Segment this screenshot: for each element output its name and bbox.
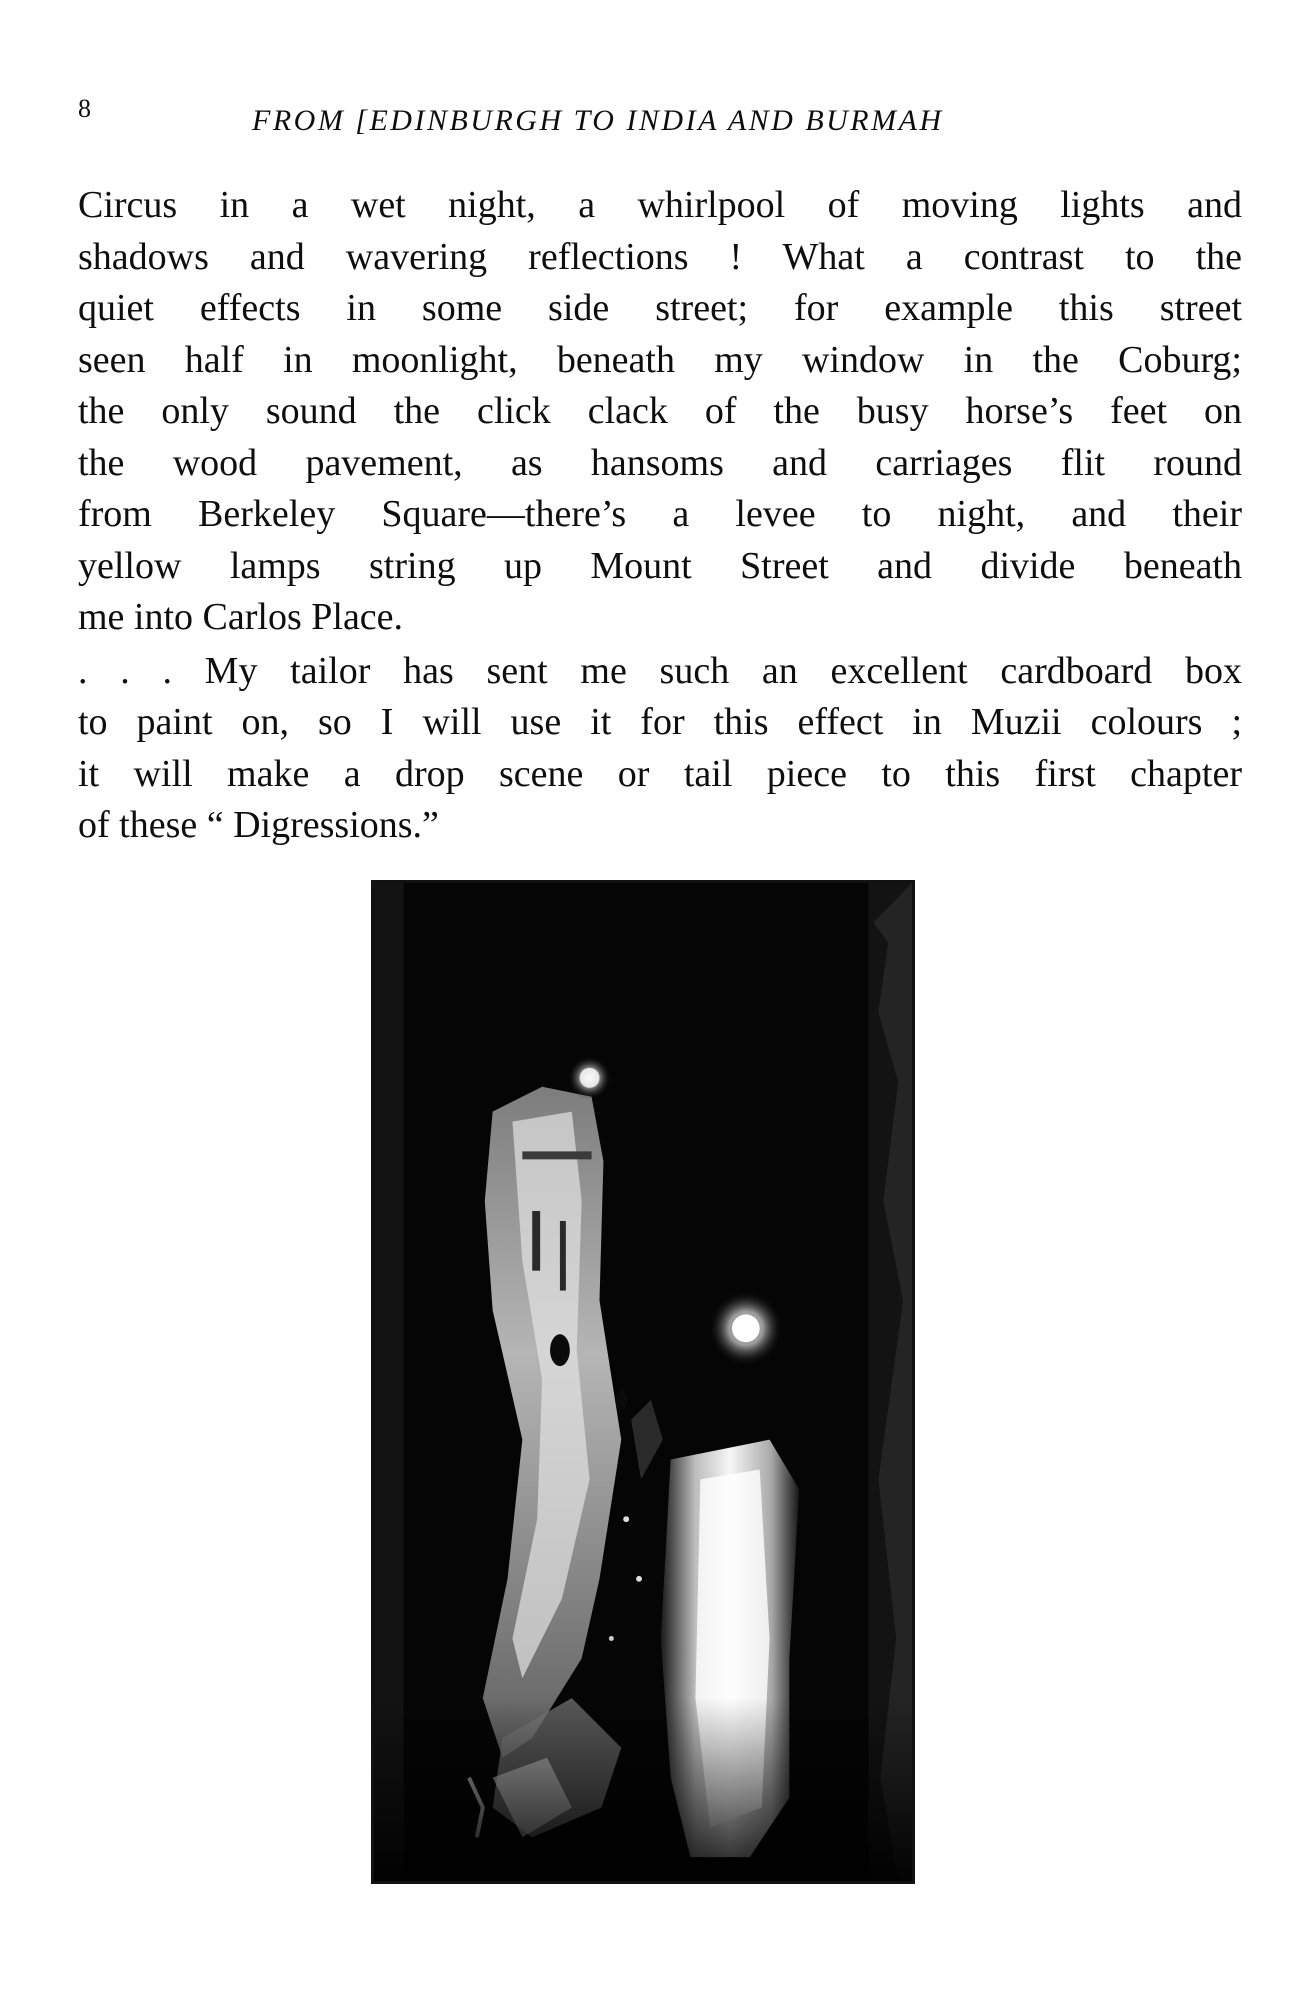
- text-line: quiet effects in some side street; for example this street: [78, 287, 1242, 329]
- illustration-plate: [371, 880, 915, 1884]
- text-line: me into Carlos Place.: [78, 596, 404, 638]
- text-line: Circus in a wet night, a whirlpool of moving lights and: [78, 184, 1242, 226]
- text-line: of these “ Digressions.”: [78, 804, 439, 846]
- text-line: yellow lamps string up Mount Street and divide beneath: [78, 544, 1242, 587]
- text-line: . . . My tailor has sent me such an excellent cardboard box: [78, 649, 1242, 692]
- text-line: to paint on, so I will use it for this effect in Muzii colours ;: [78, 701, 1242, 743]
- text-line: the wood pavement, as hansoms and carriages flit round: [78, 441, 1242, 484]
- running-head: FROM [EDINBURGH TO INDIA AND BURMAH: [252, 104, 944, 137]
- body-text: [78, 180, 1242, 852]
- text-line: shadows and wavering reflections ! What a contrast to the: [78, 235, 1242, 278]
- text-line: it will make a drop scene or tail piece to this first chapter: [78, 752, 1242, 795]
- night-street-painting: [374, 883, 912, 1881]
- page-number: 8: [78, 94, 91, 123]
- text-line: seen half in moonlight, beneath my window in the Coburg;: [78, 338, 1242, 381]
- text-line: the only sound the click clack of the busy horse’s feet on: [78, 390, 1242, 432]
- text-line: from Berkeley Square—there’s a levee to night, and their: [78, 493, 1242, 535]
